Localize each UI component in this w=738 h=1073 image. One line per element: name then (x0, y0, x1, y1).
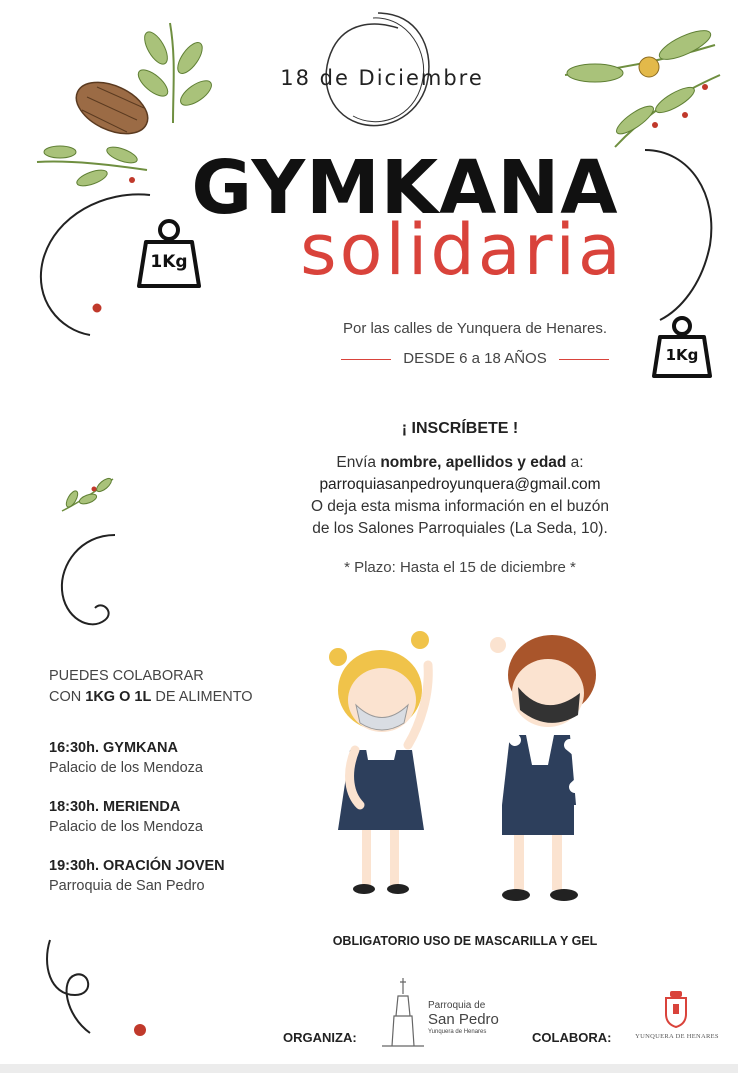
ages-line (310, 350, 640, 367)
parish-logo-text (428, 1000, 499, 1036)
small-leaf-icon (58, 475, 116, 515)
schedule-place: Palacio de los Mendoza (49, 760, 203, 776)
alt-line-2: de los Salones Parroquiales (La Seda, 10). (312, 520, 608, 537)
church-logo-icon (380, 976, 426, 1048)
schedule-item (49, 856, 309, 896)
girl-figure-icon (329, 631, 429, 894)
location-line: Por las calles de Yunquera de Henares. (342, 320, 608, 337)
event-title: GYMKANA (191, 145, 619, 231)
event-date: 18 de Diciembre (280, 66, 484, 90)
swirl-bottom-left-icon (40, 935, 150, 1045)
council-name: YUNQUERA DE HENARES (635, 1033, 719, 1040)
deadline-text: * Plazo: Hasta el 15 de diciembre * (344, 559, 576, 576)
schedule-time-title: 16:30h. GYMKANA (49, 740, 178, 756)
footer-bar (0, 1064, 738, 1073)
leaf-branch-right-icon (555, 25, 725, 150)
schedule-place: Palacio de los Mendoza (49, 819, 203, 835)
ages-text: DESDE 6 a 18 AÑOS (403, 350, 547, 367)
parish-line-3: Yunquera de Henares (428, 1029, 487, 1035)
boy-figure-icon (490, 635, 596, 901)
send-prefix: Envía (336, 454, 381, 471)
pinecone-icon (72, 72, 154, 144)
weight-left-label: 1Kg (150, 252, 188, 272)
event-subtitle: solidaria (300, 209, 624, 291)
parish-line-2: San Pedro (428, 1011, 499, 1028)
swirl-mid-left-icon (50, 530, 120, 635)
donation-block (49, 666, 309, 708)
alt-line-1: O deja esta misma información en el buzón (310, 498, 610, 515)
coat-of-arms-icon (664, 990, 688, 1028)
organiza-label: ORGANIZA: (283, 1030, 357, 1045)
send-suffix: a: (566, 454, 584, 471)
donation-bold: 1KG O 1L (85, 689, 152, 705)
parish-line-1: Parroquia de (428, 1000, 486, 1011)
donation-prefix: CON (49, 689, 86, 705)
schedule-item (49, 738, 309, 778)
schedule-item (49, 797, 309, 837)
colabora-label: COLABORA: (532, 1030, 612, 1045)
schedule-time-title: 19:30h. ORACIÓN JOVEN (49, 858, 225, 874)
send-bold: nombre, apellidos y edad (380, 454, 567, 471)
email-text[interactable]: parroquiasanpedroyunquera@gmail.com (319, 476, 601, 493)
kids-illustration (320, 615, 620, 915)
mask-notice: OBLIGATORIO USO DE MASCARILLA Y GEL (332, 934, 598, 948)
schedule-time-title: 18:30h. MERIENDA (49, 799, 181, 815)
registration-block (260, 452, 660, 540)
weight-right-label: 1Kg (665, 346, 699, 364)
register-heading: ¡ INSCRÍBETE ! (401, 420, 519, 437)
donation-suffix: DE ALIMENTO (151, 689, 253, 705)
schedule-place: Parroquia de San Pedro (49, 878, 205, 894)
donation-line-1: PUEDES COLABORAR (49, 668, 204, 684)
